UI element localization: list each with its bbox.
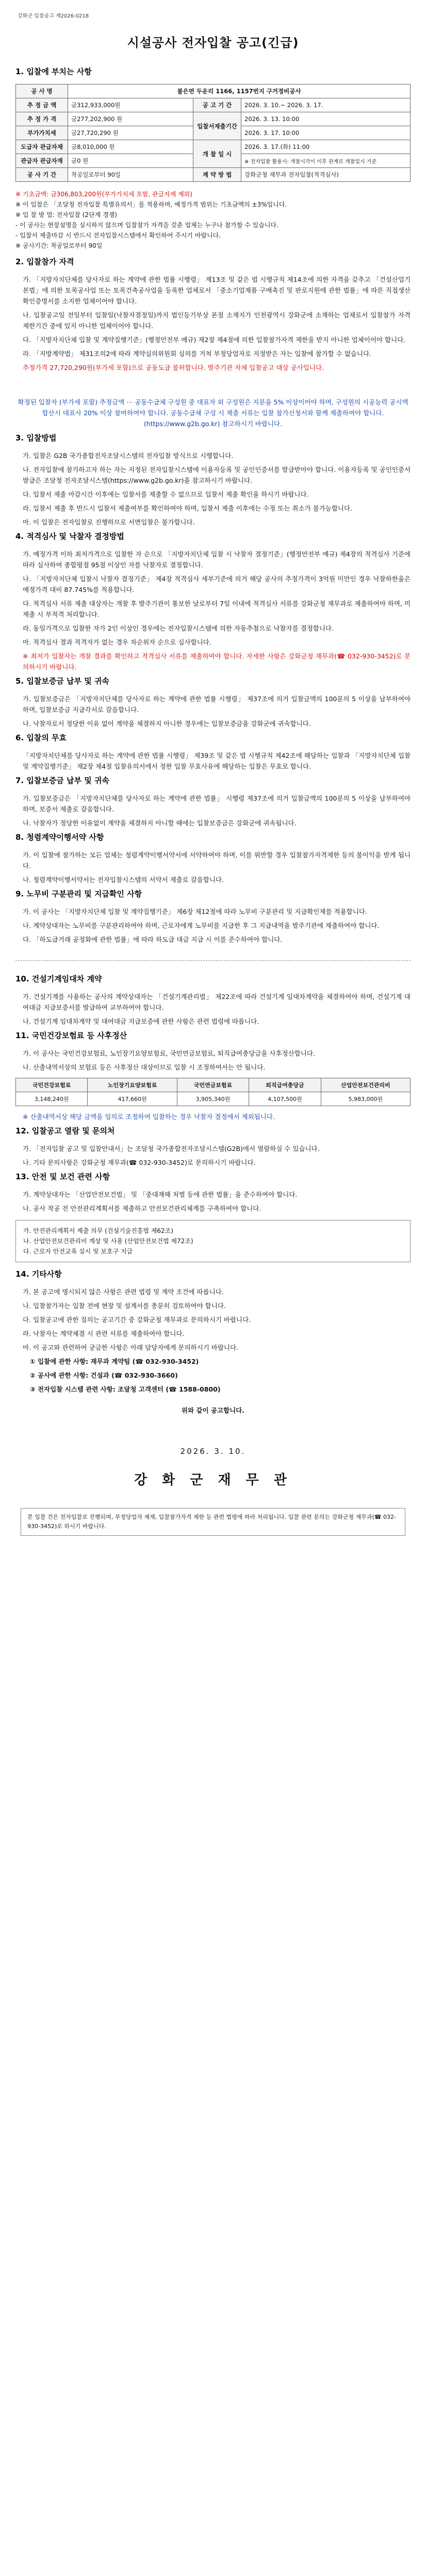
note-line: ※ 공사기간: 착공일로부터 90일 bbox=[15, 242, 103, 249]
section-9 bbox=[15, 888, 411, 945]
table-cell: 금277,202,900 원 bbox=[68, 112, 193, 126]
section-heading: 6. 입찰의 무효 bbox=[15, 733, 67, 742]
table-cell: 관급자 관급자재 bbox=[16, 154, 68, 168]
table-cell: 금8,010,000 원 bbox=[68, 140, 193, 154]
table-cell: 추 정 가 격 bbox=[16, 112, 68, 126]
table-cell: 금27,720,290 원 bbox=[68, 126, 193, 140]
table-cell: 입찰서제출기간 bbox=[193, 112, 241, 140]
paragraph: 라. 「지방계약법」 제31조의2에 따라 계약심의위원회 심의를 거쳐 부정당업자로 지정받은 자는 입찰에 참가할 수 없습니다. bbox=[23, 350, 371, 358]
section-heading: 3. 입찰방법 bbox=[15, 433, 57, 443]
closing-line: 위와 같이 공고합니다. bbox=[181, 1406, 245, 1414]
table-cell: 공 고 기 간 bbox=[193, 98, 241, 112]
section-14 bbox=[15, 1268, 411, 1416]
table-cell: 3,905,340원 bbox=[177, 1092, 249, 1106]
paragraph: 가. 「전자입찰 공고 및 입찰안내서」는 조달청 국가종합전자조달시스템(G2B)에서 열람하실 수 있습니다. bbox=[23, 1145, 320, 1153]
table-header: 산업안전보건관리비 bbox=[321, 1078, 410, 1092]
table-cell: 금312,933,000원 bbox=[68, 98, 193, 112]
paragraph: ※ 산출내역서상 해당 금액을 임의로 조정하여 입찰하는 경우 낙찰자 결정에서 제외됩니다. bbox=[23, 1113, 275, 1121]
table-header: 노인장기요양보험료 bbox=[88, 1078, 177, 1092]
paragraph: 추정가격 27,720,290원(부가세 포함)으로 공동도급 불허합니다. 발주기관 자체 입찰공고 대상 공사입니다. bbox=[23, 364, 324, 371]
section-6 bbox=[15, 732, 411, 772]
paragraph: 나. 전자입찰에 참가하고자 하는 자는 지정된 전자입찰시스템에 이용자등록 및 공인인증서를 발급받아야 합니다. 이용자등록 및 공인인증서 발급은 조달청 전자조달시스템(https://www.g2b.go.kr)을 참고하시기 바랍니다. bbox=[23, 466, 411, 484]
paragraph: 라. 낙찰자는 계약체결 시 관련 서류를 제출하여야 합니다. bbox=[23, 1330, 185, 1337]
section-4 bbox=[15, 531, 411, 672]
table-cell: 417,660원 bbox=[88, 1092, 177, 1106]
paragraph: 가. 이 공사는 국민건강보험료, 노인장기요양보험료, 국민연금보험료, 퇴직급여충당금을 사후정산합니다. bbox=[23, 1049, 315, 1057]
bid-info-table bbox=[15, 84, 411, 182]
contact-line: ① 입찰에 관한 사항: 재무과 계약팀 (☎ 032-930-3452) bbox=[30, 1358, 199, 1365]
paragraph: 확정된 입찰자 (부가세 포함) 추정금액 ··· 공동수급체 구성원 중 대표자 외 구성원은 지분율 5% 이상이어야 하며, 구성원의 시공능력 공시액 합산시 대표사 20% 이상 참여하여야 합니다. 공동수급체 구성 시 제출 서류는 입찰 참가신청서와 함께 제출하여야 합니다. (https://www.g2b.go.kr) 참고하시기 바랍니다. bbox=[18, 398, 408, 428]
issuing-organization: 강 화 군 재 무 관 bbox=[134, 1472, 292, 1488]
paragraph: 가. 본 공고에 명시되지 않은 사항은 관련 법령 및 계약 조건에 따릅니다. bbox=[23, 1288, 224, 1296]
table-cell: 2026. 3. 17. 10:00 bbox=[241, 126, 411, 140]
table-cell: 도급자 관급자재 bbox=[16, 140, 68, 154]
section-heading: 5. 입찰보증금 납부 및 귀속 bbox=[15, 676, 109, 686]
table-cell: 금0 원 bbox=[68, 154, 193, 168]
section-heading: 2. 입찰참가 자격 bbox=[15, 257, 74, 266]
paragraph: 다. 적격심사 서류 제출 대상자는 개찰 후 발주기관이 통보한 날로부터 7일 이내에 적격심사 서류를 강화군청 재무과로 제출하여야 하며, 미제출 시 부적격 처리합니다. bbox=[23, 600, 411, 618]
section-heading: 7. 입찰보증금 납부 및 귀속 bbox=[15, 776, 109, 785]
section-3 bbox=[15, 432, 411, 528]
paragraph: 나. 계약상대자는 노무비를 구분관리하여야 하며, 근로자에게 노무비를 지급한 후 그 지급내역을 발주기관에 제출하여야 합니다. bbox=[23, 922, 380, 929]
table-cell: 3,148,240원 bbox=[16, 1092, 88, 1106]
note-line: - 이 공사는 현장설명을 실시하지 않으며 입찰참가 자격을 갖춘 업체는 누구나 참가할 수 있습니다. bbox=[15, 222, 278, 229]
table-cell: 공 사 명 bbox=[16, 84, 68, 98]
insurance-table bbox=[15, 1078, 411, 1106]
paragraph: 「지방자치단체를 당사자로 하는 계약에 관한 법률 시행령」 제39조 및 같은 법 시행규칙 제42조에 해당하는 입찰과 「지방자치단체 입찰 및 계약집행기준」 제2장 제4절 입찰유의서에서 정한 입찰 무효사유에 해당하는 입찰은 무효로 합니다. bbox=[23, 752, 411, 770]
paragraph: 마. 이 입찰은 전자입찰로 진행하므로 서면입찰은 불가합니다. bbox=[23, 518, 195, 526]
paragraph: 나. 기타 문의사항은 강화군청 재무과(☎ 032-930-3452)로 문의하시기 바랍니다. bbox=[23, 1159, 256, 1166]
paragraph: 라. 입찰서 제출 후 반드시 입찰서 제출여부를 확인하여야 하며, 입찰서 제출 이후에는 수정 또는 취소가 불가능합니다. bbox=[23, 504, 353, 512]
paragraph: 다. 입찰공고에 관한 질의는 공고기간 중 강화군청 재무과로 문의하시기 바랍니다. bbox=[23, 1316, 251, 1324]
paragraph: 가. 입찰보증금은 「지방자치단체를 당사자로 하는 계약에 관한 법률 시행령」 제37조에 의거 입찰금액의 100분의 5 이상을 납부하여야 하며, 입찰보증금 지급각서로 갈음합니다. bbox=[23, 695, 411, 714]
paragraph: ※ 최저가 입찰자는 개찰 결과를 확인하고 적격심사 서류를 제출하여야 합니다. 자세한 사항은 강화군청 재무과(☎ 032-930-3452)로 문의하시기 바랍니다. bbox=[23, 652, 411, 671]
table-cell: 강화군청 재무과 전자입찰(적격심사) bbox=[241, 168, 411, 182]
paragraph: 가. 입찰보증금은 「지방자치단체를 당사자로 하는 계약에 관한 법률」 시행령 제37조에 의거 입찰금액의 100분의 5 이상을 납부하여야 하며, 보증서 제출로 갈음합니다. bbox=[23, 794, 411, 813]
notice-number: 강화군 입찰공고 제2026-0218 bbox=[18, 13, 89, 19]
paragraph: 가. 「지방자치단체를 당사자로 하는 계약에 관한 법률 시행령」 제13조 및 같은 법 시행규칙 제14조에 의한 자격을 갖추고 「건설산업기본법」에 의한 토목공사업 또는 토목건축공사업을 등록한 업체로서 「중소기업제품 구매촉진 및 판로지원에 관한 법률」에 따른 직접생산확인증명서를 소지한 업체이어야 합니다. bbox=[23, 276, 411, 305]
box-line: 나. 산업안전보건관리비 계상 및 사용 (산업안전보건법 제72조) bbox=[23, 1238, 193, 1245]
divider bbox=[15, 960, 411, 961]
paragraph: 가. 건설기계를 사용하는 공사의 계약상대자는 「건설기계관리법」 제22조에 따라 건설기계 임대차계약을 체결하여야 하며, 건설기계 대여대금 지급보증서를 발급하여 교부하여야 합니다. bbox=[23, 993, 411, 1011]
page-title: 시설공사 전자입찰 공고(긴급) bbox=[127, 36, 299, 50]
paragraph: 다. 입찰서 제출 마감시간 이후에는 입찰서를 제출할 수 없으므로 입찰서 제출 확인을 하시기 바랍니다. bbox=[23, 490, 309, 498]
paragraph: 가. 계약상대자는 「산업안전보건법」 및 「중대재해 처벌 등에 관한 법률」을 준수하여야 합니다. bbox=[23, 1191, 298, 1198]
paragraph: 나. 「지방자치단체 입찰시 낙찰자 결정기준」 제4장 적격심사 세부기준에 의거 해당 공사의 추정가격이 3억원 미만인 경우 낙찰하한율은 예정가격 대비 87.745%를 적용합니다. bbox=[23, 575, 411, 594]
table-cell: 착공일로부터 90일 bbox=[68, 168, 193, 182]
note-line: ※ 입 찰 방 법: 전자입찰 (2단계 경쟁) bbox=[15, 211, 117, 218]
safety-box bbox=[15, 1220, 411, 1262]
paragraph: 가. 입찰은 G2B 국가종합전자조달시스템의 전자입찰 방식으로 시행합니다. bbox=[23, 452, 234, 460]
section-heading: 9. 노무비 구분관리 및 지급확인 사항 bbox=[15, 889, 142, 899]
table-cell: 개 찰 일 시 bbox=[193, 140, 241, 168]
box-line: 다. 근로자 안전교육 실시 및 보호구 지급 bbox=[23, 1248, 133, 1255]
section-1-notes bbox=[15, 189, 411, 251]
contact-line: ③ 전자입찰 시스템 관련 사항: 조달청 고객센터 (☎ 1588-0800) bbox=[30, 1385, 221, 1393]
paragraph: 나. 공사 착공 전 안전관리계획서를 제출하고 안전보건관리체계를 구축하여야 합니다. bbox=[23, 1205, 261, 1212]
table-header: 국민연금보험료 bbox=[177, 1078, 249, 1092]
paragraph: 마. 이 공고와 관련하여 궁금한 사항은 아래 담당자에게 문의하시기 바랍니다. bbox=[23, 1344, 239, 1351]
paragraph: 라. 동일가격으로 입찰한 자가 2인 이상인 경우에는 전자입찰시스템에 의한 자동추첨으로 낙찰자를 결정합니다. bbox=[23, 624, 334, 632]
section-8 bbox=[15, 832, 411, 885]
section-heading: 11. 국민건강보험료 등 사후정산 bbox=[15, 1031, 127, 1040]
table-header: 국민건강보험료 bbox=[16, 1078, 88, 1092]
note-line: ※ 기초금액: 금306,803,200원(부가가치세 포함, 관급자재 제외) bbox=[15, 191, 192, 198]
table-cell: 2026. 3. 17.(화) 11:00 bbox=[241, 140, 411, 154]
section-heading: 13. 안전 및 보건 관련 사항 bbox=[15, 1172, 110, 1181]
table-cell: 계 약 방 법 bbox=[193, 168, 241, 182]
footer-notice: 본 입찰 건은 전자입찰로 진행되며, 부정당업자 제재, 입찰참가자격 제한 등 관련 법령에 따라 처리됩니다. 입찰 관련 문의는 강화군청 재무과(☎ 032-930-3452)로 하시기 바랍니다. bbox=[21, 1508, 405, 1536]
table-cell: ※ 전자입찰 활용시: 개찰시각이 이후 관계로 개찰일시 기준 bbox=[241, 154, 411, 168]
section-heading: 1. 입찰에 부치는 사항 bbox=[15, 67, 92, 76]
contact-line: ② 공사에 관한 사항: 건설과 (☎ 032-930-3660) bbox=[30, 1371, 178, 1379]
section-12 bbox=[15, 1125, 411, 1168]
section-heading: 8. 청렴계약이행서약 사항 bbox=[15, 833, 104, 842]
paragraph: 마. 적격심사 결과 적격자가 없는 경우 차순위자 순으로 심사합니다. bbox=[23, 638, 211, 646]
paragraph: 나. 낙찰자가 정당한 이유없이 계약을 체결하지 아니할 때에는 입찰보증금은 강화군에 귀속됩니다. bbox=[23, 819, 297, 827]
paragraph: 나. 청렴계약이행서약서는 전자입찰시스템의 서약서 제출로 갈음합니다. bbox=[23, 876, 224, 884]
table-cell: 5,983,000원 bbox=[321, 1092, 410, 1106]
paragraph: 가. 이 입찰에 참가하는 모든 업체는 청렴계약이행서약서에 서약하여야 하며, 이를 위반할 경우 입찰참가자격제한 등의 불이익을 받게 됩니다. bbox=[23, 851, 411, 870]
paragraph: 나. 산출내역서상의 보험료 등은 사후정산 대상이므로 입찰 시 조정하여서는 안 됩니다. bbox=[23, 1063, 266, 1071]
table-cell: 추 정 금 액 bbox=[16, 98, 68, 112]
table-cell: 불은면 두운리 1166, 1157번지 구거정비공사 bbox=[68, 84, 411, 98]
table-cell: 4,107,500원 bbox=[249, 1092, 321, 1106]
section-heading: 10. 건설기계임대차 계약 bbox=[15, 974, 102, 984]
section-heading: 12. 입찰공고 열람 및 문의처 bbox=[15, 1126, 115, 1136]
section-1 bbox=[15, 66, 411, 251]
paragraph: 다. 「하도급거래 공정화에 관한 법률」에 따라 하도급 대금 지급 시 이를 준수하여야 합니다. bbox=[23, 936, 283, 943]
section-heading: 4. 적격심사 및 낙찰자 결정방법 bbox=[15, 532, 124, 541]
box-line: 가. 안전관리계획서 제출 의무 (건설기술진흥법 제62조) bbox=[23, 1227, 173, 1234]
section-2 bbox=[15, 256, 411, 429]
note-line: ※ 이 입찰은 「조달청 전자입찰 특별유의서」를 적용하며, 예정가격 범위는 기초금액의 ±3%입니다. bbox=[15, 201, 287, 208]
paragraph: 가. 예정가격 이하 최저가격으로 입찰한 자 순으로 「지방자치단체 입찰 시 낙찰자 결정기준」(행정안전부 예규) 제4장의 적격심사 기준에 따라 심사하여 종합평점 95점 이상인 자를 낙찰자로 결정합니다. bbox=[23, 550, 411, 569]
paragraph: 가. 이 공사는 「지방자치단체 입찰 및 계약집행기준」 제6장 제12절에 따라 노무비 구분관리 및 지급확인제를 적용합니다. bbox=[23, 908, 367, 916]
paragraph: 나. 입찰참가자는 입찰 전에 현장 및 설계서를 충분히 검토하여야 합니다. bbox=[23, 1302, 226, 1310]
paragraph: 다. 「지방자치단체 입찰 및 계약집행기준」(행정안전부 예규) 제2장 제4절에 의한 입찰참가자격 제한을 받지 아니한 업체이어야 합니다. bbox=[23, 336, 406, 344]
section-10 bbox=[15, 973, 411, 1027]
table-cell: 부가가치세 bbox=[16, 126, 68, 140]
table-cell: 공 사 기 간 bbox=[16, 168, 68, 182]
table-cell: 2026. 3. 13. 10:00 bbox=[241, 112, 411, 126]
section-5 bbox=[15, 675, 411, 729]
section-13 bbox=[15, 1171, 411, 1262]
section-11 bbox=[15, 1030, 411, 1122]
table-header: 퇴직급여충당금 bbox=[249, 1078, 321, 1092]
paragraph: 나. 건설기계 임대차계약 및 대여대금 지급보증에 관한 사항은 관련 법령에 따릅니다. bbox=[23, 1018, 259, 1025]
section-7 bbox=[15, 775, 411, 828]
note-line: - 입찰서 제출마감 시 반드시 전자입찰시스템에서 확인하여 주시기 바랍니다. bbox=[15, 232, 221, 239]
table-cell: 2026. 3. 10.~ 2026. 3. 17. bbox=[241, 98, 411, 112]
paragraph: 나. 입찰공고일 전일부터 입찰일(낙찰자결정일)까지 법인등기부상 본점 소재지가 인천광역시 강화군에 소재하는 업체로서 입찰참가 자격 제한기간 중에 있지 아니한 업체이어야 합니다. bbox=[23, 311, 411, 330]
announcement-date: 2026. 3. 10. bbox=[180, 1447, 246, 1456]
paragraph: 나. 낙찰자로서 정당한 이유 없이 계약을 체결하지 아니한 경우에는 입찰보증금을 강화군에 귀속합니다. bbox=[23, 720, 311, 727]
section-heading: 14. 기타사항 bbox=[15, 1269, 62, 1279]
